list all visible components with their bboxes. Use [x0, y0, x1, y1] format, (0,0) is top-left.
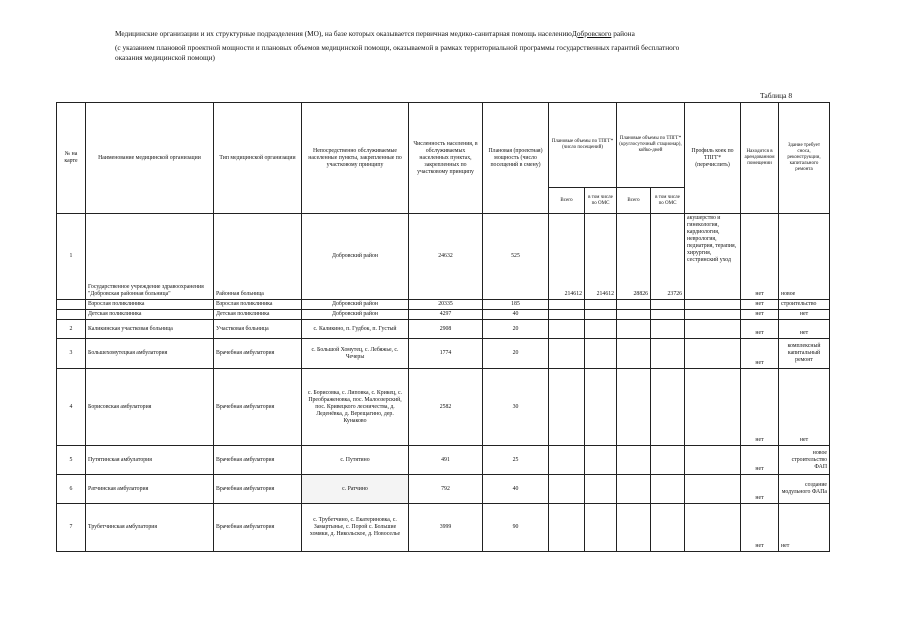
- cell-num: 3: [57, 339, 86, 369]
- cell-type: Участковая больница: [214, 320, 302, 339]
- cell-num: 5: [57, 446, 86, 475]
- cell-population: 491: [409, 446, 483, 475]
- cell-oms: 214612: [585, 214, 617, 300]
- cell-population: 3999: [409, 504, 483, 552]
- col-name: Наименование медицинской организации: [86, 103, 214, 214]
- cell-name: Трубетчинская амбулатория: [86, 504, 214, 552]
- table-row: [57, 504, 830, 552]
- cell-name: Взрослая поликлиника: [86, 300, 214, 310]
- cell-capacity: 40: [483, 310, 549, 320]
- cell-served: Добровский район: [302, 310, 409, 320]
- mo-table: [56, 102, 830, 552]
- cell-num: [57, 310, 86, 320]
- col-plan-tpgg: Плановые объемы по ТПГГ* (число посещений): [549, 103, 617, 188]
- cell-capacity: 525: [483, 214, 549, 300]
- cell-num: 1: [57, 214, 86, 300]
- cell-needs: строительство: [779, 300, 830, 310]
- cell-population: 1774: [409, 339, 483, 369]
- cell-total2: 28826: [617, 214, 651, 300]
- cell-rented: нет: [741, 339, 779, 369]
- cell-type: Врачебная амбулатория: [214, 369, 302, 446]
- col-total2: Всего: [617, 188, 651, 214]
- title-district: Добровского: [571, 29, 612, 38]
- table-row: [57, 320, 830, 339]
- col-total: Всего: [549, 188, 585, 214]
- cell-capacity: 185: [483, 300, 549, 310]
- cell-num: [57, 300, 86, 310]
- col-type: Тип медицинской организации: [214, 103, 302, 214]
- cell-name: Государственное учреждение здравоохранения "Добровская районная больница": [86, 214, 214, 300]
- cell-population: 20335: [409, 300, 483, 310]
- cell-capacity: 20: [483, 339, 549, 369]
- cell-rented: нет: [741, 214, 779, 300]
- cell-served: с. Путятино: [302, 446, 409, 475]
- cell-num: 2: [57, 320, 86, 339]
- table-row: [57, 369, 830, 446]
- document-subtitle-line1: (с указанием плановой проектной мощности и плановых объемов медицинской помощи, оказываемой в рамках территориальной программы государственных гарантий бесплатного: [115, 43, 680, 52]
- cell-needs: новое строительство ФАП: [779, 446, 830, 475]
- cell-served: с. Большой Хомутец, с. Лебяжье, с. Чечеры: [302, 339, 409, 369]
- cell-num: 6: [57, 475, 86, 504]
- cell-population: 2582: [409, 369, 483, 446]
- cell-capacity: 20: [483, 320, 549, 339]
- cell-name: Каликинская участковая больница: [86, 320, 214, 339]
- cell-rented: нет: [741, 320, 779, 339]
- cell-needs: нет: [779, 504, 830, 552]
- table-row: [57, 214, 830, 300]
- col-population: Численность населения, в обслуживаемых населенных пунктах, закрепленных по участковому принципу: [409, 103, 483, 214]
- cell-capacity: 25: [483, 446, 549, 475]
- cell-served: Добровский район: [302, 214, 409, 300]
- cell-capacity: 30: [483, 369, 549, 446]
- cell-served: с. Ратчино: [302, 475, 409, 504]
- table-row: [57, 300, 830, 310]
- cell-type: Врачебная амбулатория: [214, 446, 302, 475]
- cell-population: 2908: [409, 320, 483, 339]
- col-oms2: в том числе по ОМС: [651, 188, 685, 214]
- cell-name: Ратчинская амбулатория: [86, 475, 214, 504]
- cell-oms2: 23726: [651, 214, 685, 300]
- title-suffix: района: [611, 29, 635, 38]
- title-text: Медицинские организации и их структурные подразделения (МО), на базе которых оказывается первичная медико-санитарная помощь населению: [115, 29, 572, 38]
- cell-type: Детская поликлиника: [214, 310, 302, 320]
- cell-type: Районная больница: [214, 214, 302, 300]
- cell-rented: нет: [741, 504, 779, 552]
- cell-num: 7: [57, 504, 86, 552]
- col-oms: в том числе по ОМС: [585, 188, 617, 214]
- col-num: № на карте: [57, 103, 86, 214]
- col-plan-tpgg-stat: Плановые объемы по ТПГГ* (круглосуточный стационар), койко-дней: [617, 103, 685, 188]
- table-row: [57, 446, 830, 475]
- col-needs: Здание требует сноса, реконструкции, капитального ремонта: [779, 103, 830, 214]
- col-rented: Находится в арендованном помещении: [741, 103, 779, 214]
- cell-rented: нет: [741, 310, 779, 320]
- cell-needs: создание модульного ФАПа: [779, 475, 830, 504]
- cell-name: Путятинская амбулатория: [86, 446, 214, 475]
- cell-num: 4: [57, 369, 86, 446]
- cell-rented: нет: [741, 300, 779, 310]
- col-profile: Профиль коек по ТПГГ* (перечислить): [685, 103, 741, 214]
- cell-rented: нет: [741, 369, 779, 446]
- cell-population: 4297: [409, 310, 483, 320]
- cell-needs: нет: [779, 320, 830, 339]
- col-served: Непосредственно обслуживаемые населенные пункты, закрепленные по участковому принципу: [302, 103, 409, 214]
- table-row: [57, 339, 830, 369]
- cell-rented: нет: [741, 446, 779, 475]
- cell-name: Борисовская амбулатория: [86, 369, 214, 446]
- cell-profile: акушерство и гинекология, кардиология, неврология, педиатрия, терапия, хирургия, сестринский уход: [685, 214, 741, 300]
- document-title: [115, 29, 805, 38]
- cell-rented: нет: [741, 475, 779, 504]
- cell-name: Детская поликлиника: [86, 310, 214, 320]
- cell-served: с. Борисовка, с. Липовка, с. Крикец, с. Преображеновка, пос. Малоозерский, пос. Кривецкого лесничества, д. Леденёвка, д. Верещагино, дер. Кунаково: [302, 369, 409, 446]
- cell-population: 24632: [409, 214, 483, 300]
- cell-capacity: 90: [483, 504, 549, 552]
- cell-type: Взрослая поликлиника: [214, 300, 302, 310]
- cell-needs: нет: [779, 310, 830, 320]
- cell-total: 214612: [549, 214, 585, 300]
- table-row: [57, 310, 830, 320]
- cell-served: с. Каликино, п. Гудбок, п. Густый: [302, 320, 409, 339]
- cell-capacity: 40: [483, 475, 549, 504]
- cell-needs: новое: [779, 214, 830, 300]
- cell-name: Большехомутецкая амбулатория: [86, 339, 214, 369]
- table-row: [57, 475, 830, 504]
- document-subtitle-line2: оказания медицинской помощи): [115, 53, 215, 62]
- cell-type: Врачебная амбулатория: [214, 339, 302, 369]
- cell-needs: нет: [779, 369, 830, 446]
- cell-needs: комплексный капитальный ремонт: [779, 339, 830, 369]
- cell-population: 792: [409, 475, 483, 504]
- cell-served: Добровский район: [302, 300, 409, 310]
- table-label: Таблица 8: [760, 91, 793, 100]
- col-capacity: Плановая (проектная) мощность (число посещений в смену): [483, 103, 549, 214]
- cell-served: с. Трубетчино, с. Екатериновка, с. Замартынье, с. Порой с. Большие хомяки, д. Никольское, д. Новоселье: [302, 504, 409, 552]
- cell-type: Врачебная амбулатория: [214, 504, 302, 552]
- cell-type: Врачебная амбулатория: [214, 475, 302, 504]
